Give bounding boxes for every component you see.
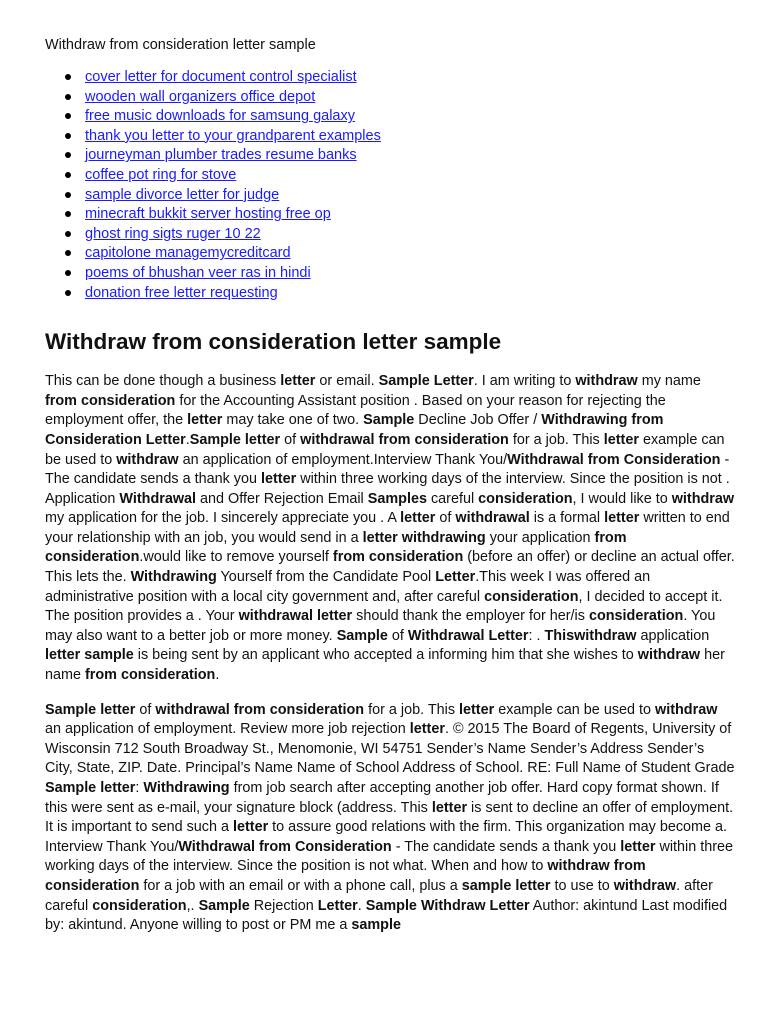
bold-text: Sample Withdraw Letter bbox=[365, 897, 530, 914]
bullet-icon bbox=[65, 270, 71, 276]
text-run: , I decided to accept it. The position provides a . Your bbox=[45, 588, 723, 625]
text-run: Rejection bbox=[249, 897, 318, 914]
related-link[interactable]: thank you letter to your grandparent examples bbox=[85, 127, 381, 144]
text-run: : bbox=[135, 780, 144, 796]
text-run: to use to bbox=[550, 877, 614, 894]
bold-text: consideration bbox=[484, 588, 579, 605]
bold-text: consideration bbox=[588, 608, 684, 625]
bold-text: Sample letter bbox=[189, 431, 281, 448]
bold-text: sample bbox=[351, 917, 401, 934]
bold-text: withdraw bbox=[116, 451, 179, 468]
bold-text: Sample bbox=[198, 897, 250, 914]
related-link[interactable]: sample divorce letter for judge bbox=[85, 186, 280, 203]
text-run: and Offer Rejection Email bbox=[196, 490, 368, 507]
bullet-icon bbox=[65, 211, 71, 217]
text-run: for a job. This bbox=[364, 701, 460, 718]
text-run: application bbox=[636, 627, 710, 644]
bold-text: letter bbox=[261, 471, 297, 488]
bullet-icon bbox=[65, 113, 71, 119]
bold-text: Thiswithdraw bbox=[544, 627, 637, 644]
list-item bbox=[85, 107, 735, 127]
list-item bbox=[85, 127, 735, 147]
list-item bbox=[85, 146, 735, 166]
bold-text: Sample bbox=[336, 627, 388, 644]
text-run: (before an offer) or decline an actual offer. This lets the. bbox=[45, 549, 735, 586]
text-run: my application for the job. I sincerely appreciate you . A bbox=[45, 510, 401, 527]
text-run: to assure good relations with the firm. This organization may become a. Interview Thank You/ bbox=[45, 819, 728, 855]
bold-text: Sample letter bbox=[45, 780, 136, 796]
bold-text: Withdrawing from Consideration Letter bbox=[45, 412, 664, 448]
related-link[interactable]: wooden wall organizers office depot bbox=[85, 88, 316, 105]
list-item bbox=[85, 264, 735, 284]
bold-text: from consideration bbox=[85, 667, 216, 684]
list-item bbox=[85, 186, 735, 206]
text-run: should thank the employer for her/is bbox=[352, 608, 589, 625]
bold-text: Sample Letter bbox=[378, 373, 474, 390]
related-links-list bbox=[45, 68, 735, 303]
text-run: for a job. This bbox=[508, 431, 604, 448]
bold-text: Withdrawing bbox=[130, 569, 217, 586]
bold-text: withdrawal letter bbox=[238, 608, 353, 625]
article-heading: Withdraw from consideration letter sample bbox=[45, 329, 502, 355]
text-run: careful bbox=[426, 490, 479, 507]
bullet-icon bbox=[65, 192, 71, 198]
bold-text: letter withdrawing bbox=[362, 529, 486, 546]
text-run: for a job with an email or with a phone call, plus a bbox=[139, 877, 462, 894]
text-run: of bbox=[435, 510, 456, 527]
bold-text: Withdrawal bbox=[119, 490, 197, 507]
list-item bbox=[85, 205, 735, 225]
bold-text: letter bbox=[409, 721, 445, 738]
text-run: Decline Job Offer / bbox=[414, 412, 542, 429]
list-item bbox=[85, 68, 735, 88]
text-run: within three working days of the interview. Since the position is not what. When and how to bbox=[45, 838, 734, 875]
text-run: - The candidate sends a thank you bbox=[45, 451, 730, 488]
bold-text: withdraw bbox=[671, 490, 735, 507]
text-run: of bbox=[387, 627, 408, 644]
bullet-icon bbox=[65, 94, 71, 100]
list-item bbox=[85, 284, 735, 304]
related-link[interactable]: free music downloads for samsung galaxy bbox=[85, 108, 355, 125]
text-run: of bbox=[135, 701, 156, 718]
text-run: within three working days of the interview. Since the position is not . Application bbox=[45, 471, 730, 507]
text-run: my name bbox=[637, 373, 701, 390]
bold-text: sample letter bbox=[461, 877, 551, 894]
text-run: or email. bbox=[315, 373, 379, 390]
text-run: example can be used to bbox=[494, 701, 656, 718]
bullet-icon bbox=[65, 290, 71, 296]
bold-text: withdraw from consideration bbox=[45, 858, 646, 894]
bold-text: withdraw bbox=[655, 701, 718, 718]
list-item bbox=[85, 225, 735, 245]
bold-text: withdraw bbox=[637, 647, 701, 664]
bold-text: Sample bbox=[363, 412, 415, 429]
text-run: . after careful bbox=[45, 877, 713, 914]
related-link[interactable]: journeyman plumber trades resume banks bbox=[85, 147, 357, 164]
bold-text: letter bbox=[620, 838, 656, 855]
bullet-icon bbox=[65, 74, 71, 80]
bold-text: consideration bbox=[92, 897, 187, 914]
bold-text: Letter bbox=[435, 569, 476, 586]
text-run: - The candidate sends a thank you bbox=[391, 838, 621, 855]
document-title: Withdraw from consideration letter sample bbox=[45, 37, 316, 53]
bullet-icon bbox=[65, 250, 71, 256]
bullet-icon bbox=[65, 231, 71, 237]
text-run: . © 2015 The Board of Regents, University of Wisconsin 712 South Broadway St., Menomonie, WI 54751 Sender’s Name Sender’s Address Sender’s City, State, ZIP. Date. Principal’s Name Name of School Address of School. RE: Full Name of Student Grade bbox=[45, 721, 735, 777]
bold-text: letter bbox=[459, 701, 495, 718]
text-run: an application of employment.Interview Thank You/ bbox=[178, 451, 508, 468]
bold-text: Withdrawal from Consideration bbox=[178, 838, 392, 855]
text-run: . You may also want to a better job or more money. bbox=[45, 608, 716, 644]
text-run: is a formal bbox=[529, 510, 605, 527]
text-run: : . bbox=[528, 627, 545, 644]
body-paragraph bbox=[45, 701, 735, 936]
bold-text: withdraw bbox=[613, 877, 677, 894]
bullet-icon bbox=[65, 172, 71, 178]
bold-text: Sample letter bbox=[45, 701, 136, 718]
bold-text: from consideration bbox=[332, 549, 464, 566]
text-run: of bbox=[280, 431, 301, 448]
related-link[interactable]: coffee pot ring for stove bbox=[85, 166, 237, 183]
text-run: written to end your relationship with an job, you would send in a bbox=[45, 510, 730, 546]
bold-text: Letter bbox=[317, 897, 358, 914]
text-run: Author: akintund Last modified by: akintund. Anyone willing to post or PM me a bbox=[45, 897, 728, 934]
related-link[interactable]: donation free letter requesting bbox=[85, 284, 278, 301]
bold-text: letter bbox=[431, 799, 468, 816]
text-run: from job search after accepting another job offer. Hard copy format shown. If this were sent as e-mail, your signature block (address. This bbox=[45, 780, 719, 816]
list-item bbox=[85, 244, 735, 264]
text-run: Yourself from the Candidate Pool bbox=[216, 569, 436, 586]
bold-text: withdrawal bbox=[455, 510, 530, 527]
text-run: may take one of two. bbox=[222, 412, 364, 429]
bold-text: Withdrawal Letter bbox=[407, 627, 529, 644]
list-item bbox=[85, 166, 735, 186]
related-link[interactable]: capitolone managemycreditcard bbox=[85, 245, 291, 262]
text-run: This can be done though a business bbox=[45, 373, 281, 390]
bold-text: consideration bbox=[478, 490, 573, 507]
text-run: . bbox=[185, 431, 190, 448]
bold-text: Withdrawing bbox=[143, 780, 230, 796]
text-run: your application bbox=[485, 529, 595, 546]
bold-text: letter bbox=[603, 431, 639, 448]
related-link[interactable]: cover letter for document control specialist bbox=[85, 69, 357, 85]
text-run: , I would like to bbox=[572, 490, 672, 507]
bold-text: letter bbox=[400, 510, 436, 527]
text-run: is sent to decline an offer of employment. It is important to send such a bbox=[45, 799, 734, 836]
text-run: .This week I was offered an administrative position with a local city government and, after careful bbox=[45, 569, 651, 605]
text-run: ,. bbox=[186, 897, 199, 914]
bold-text: letter bbox=[187, 412, 223, 429]
list-item bbox=[85, 88, 735, 108]
related-link[interactable]: ghost ring sigts ruger 10 22 bbox=[85, 225, 261, 242]
bold-text: letter bbox=[604, 510, 640, 527]
document-page bbox=[45, 36, 735, 951]
bold-text: Withdrawal from Consideration bbox=[507, 451, 721, 468]
text-run: .would like to remove yourself bbox=[139, 549, 333, 566]
bold-text: letter sample bbox=[45, 647, 134, 664]
text-run: is being sent by an applicant who accepted a informing him that she wishes to bbox=[133, 647, 638, 664]
bold-text: letter bbox=[280, 373, 316, 390]
bold-text: letter bbox=[232, 819, 269, 836]
text-run: . I am writing to bbox=[473, 373, 576, 390]
text-run: example can be used to bbox=[45, 431, 725, 468]
text-run: her name bbox=[45, 647, 725, 684]
related-link[interactable]: minecraft bukkit server hosting free op bbox=[85, 206, 331, 223]
bold-text: withdrawal from consideration bbox=[155, 701, 365, 718]
body-paragraph bbox=[45, 372, 735, 686]
text-run: . bbox=[357, 897, 366, 914]
related-link[interactable]: poems of bhushan veer ras in hindi bbox=[85, 264, 311, 281]
bold-text: Samples bbox=[367, 490, 427, 507]
text-run: for the Accounting Assistant position . Based on your reason for rejecting the employment offer, the bbox=[45, 392, 666, 429]
text-run: an application of employment. Review more job rejection bbox=[45, 721, 410, 738]
text-run: . bbox=[215, 667, 220, 684]
bold-text: withdraw bbox=[575, 373, 638, 390]
bold-text: withdrawal from consideration bbox=[300, 431, 509, 448]
bold-text: from consideration bbox=[45, 529, 627, 566]
bold-text: from consideration bbox=[45, 392, 176, 409]
bullet-icon bbox=[65, 152, 71, 158]
bullet-icon bbox=[65, 133, 71, 139]
